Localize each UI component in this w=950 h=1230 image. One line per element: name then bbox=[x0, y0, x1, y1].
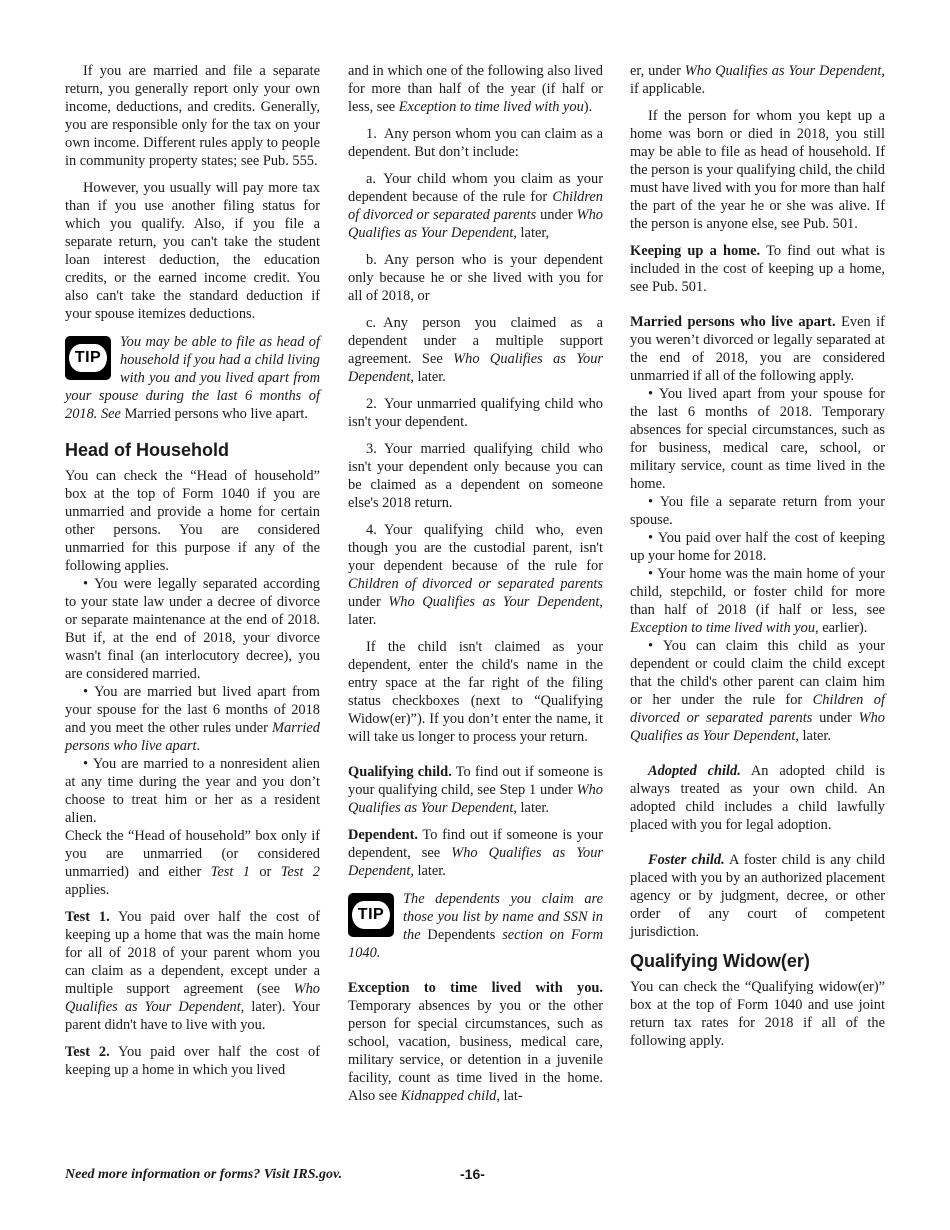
paragraph-exception-time-lived: Exception to time lived with you. Temporary absences by you or the other person for special circumstances, such as school, vacation, business, medical care, military service, or detention in a juvenile facility, count as time lived in the home. Also see Kidnapped child, lat- bbox=[348, 980, 603, 1104]
column-1 bbox=[65, 62, 320, 1079]
tip-icon: TIP bbox=[348, 893, 394, 937]
tip-text: You may be able to file as head of household if you had a child living with you and you lived apart from your spouse during the last 6 months of 2018. See Married persons who live apart. bbox=[65, 334, 320, 422]
paragraph-married-live-apart: Married persons who live apart. Even if you weren’t divorced or legally separated at the end of 2018, you are considered unmarried if all of the following apply. bbox=[630, 314, 885, 384]
bullet-claim-child: • You can claim this child as your dependent or could claim the child except that the child's other parent can claim him or her under the rule for Children of divorced or separated parents under Who Qualifies as Your Dependent, later. bbox=[630, 638, 885, 744]
list-item-c: c. Any person you claimed as a dependent under a multiple support agreement. See Who Qualifies as Your Dependent, later. bbox=[348, 315, 603, 385]
page-number: -16- bbox=[460, 1166, 485, 1182]
paragraph-born-or-died: If the person for whom you kept up a home was born or died in 2018, you still may be able to file as head of household. If the person is your qualifying child, the child must have lived with you for more than half the part of the year he or she was alive. If the person is anyone else, see Pub. 501. bbox=[630, 108, 885, 232]
list-item-4: 4. Your qualifying child who, even though you are the custodial parent, isn't your dependent because of the rule for Children of divorced or separated parents under Who Qualifies as Your Dependent, later. bbox=[348, 522, 603, 628]
paragraph-qualifying-child: Qualifying child. To find out if someone is your qualifying child, see Step 1 under Who Qualifies as Your Dependent, later. bbox=[348, 764, 603, 816]
bullet-main-home: • Your home was the main home of your child, stepchild, or foster child for more than half of 2018 (if half or less, see Exception to time lived with you, earlier). bbox=[630, 566, 885, 636]
paragraph-hoh-intro: You can check the “Head of household” box at the top of Form 1040 if you are unmarried and provide a home for certain other persons. You are considered unmarried for this purpose if any of the following applies. bbox=[65, 468, 320, 574]
paragraph-kidnapped-continued: er, under Who Qualifies as Your Dependent, if applicable. bbox=[630, 63, 885, 97]
bullet-legally-separated: • You were legally separated according to your state law under a decree of divorce or separate maintenance at the end of 2018. But if, at the end of 2018, your divorce wasn't final (an interlocutory decree), you are considered married. bbox=[65, 576, 320, 682]
footer-irs-link-text: Need more information or forms? Visit IRS.gov. bbox=[65, 1167, 343, 1182]
paragraph-dependent: Dependent. To find out if someone is your dependent, see Who Qualifies as Your Dependent, later. bbox=[348, 827, 603, 879]
tip-box-dependents bbox=[348, 890, 603, 962]
bullet-lived-apart: • You are married but lived apart from your spouse for the last 6 months of 2018 and you meet the other rules under Married persons who live apart. bbox=[65, 684, 321, 754]
bullet-paid-half-cost: • You paid over half the cost of keeping up your home for 2018. bbox=[630, 530, 885, 564]
tip-icon: TIP bbox=[65, 336, 111, 380]
list-item-1: 1. Any person whom you can claim as a dependent. But don’t include: bbox=[348, 126, 603, 160]
column-2 bbox=[348, 62, 603, 1105]
bullet-lived-apart-6-months: • You lived apart from your spouse for the last 6 months of 2018. Temporary absences for special circumstances, such as for business, medical care, school, or military service, count as time lived in the home. bbox=[630, 386, 885, 492]
paragraph-test-2-continued: and in which one of the following also lived for more than half of the year (if half or less, see Exception to time lived with you). bbox=[348, 63, 603, 115]
bullet-separate-return: • You file a separate return from your spouse. bbox=[630, 494, 885, 528]
section-heading-head-of-household: Head of Household bbox=[65, 440, 230, 460]
bullet-nonresident-alien: • You are married to a nonresident alien at any time during the year and you don’t choose to treat him or her as a resident alien. bbox=[65, 756, 320, 826]
paragraph-foster-child: Foster child. A foster child is any child placed with you by an authorized placement agency or by judgment, decree, or other order of any court of competent jurisdiction. bbox=[630, 852, 885, 940]
paragraph-child-not-claimed: If the child isn't claimed as your dependent, enter the child's name in the entry space at the far right of the filing status checkboxes (next to “Qualifying Widow(er)”). If you don’t enter the name, it will take us longer to process your return. bbox=[348, 639, 603, 745]
list-item-3: 3. Your married qualifying child who isn't your dependent only because you can be claimed as a dependent on someone else's 2018 return. bbox=[348, 441, 603, 511]
column-3 bbox=[630, 62, 885, 1050]
section-heading-qualifying-widower: Qualifying Widow(er) bbox=[630, 951, 810, 971]
tip-box bbox=[65, 333, 320, 423]
list-item-2: 2. Your unmarried qualifying child who isn't your dependent. bbox=[348, 396, 603, 430]
tip-text-dependents: The dependents you claim are those you list by name and SSN in the Dependents section on Form 1040. bbox=[348, 891, 603, 961]
paragraph-test-2: Test 2. You paid over half the cost of keeping up a home in which you lived bbox=[65, 1044, 320, 1078]
list-item-a: a. Your child whom you claim as your dependent because of the rule for Children of divorced or separated parents under Who Qualifies as Your Dependent, later, bbox=[348, 171, 603, 241]
paragraph-test-1: Test 1. You paid over half the cost of keeping up a home that was the main home for all of 2018 of your parent whom you can claim as a dependent, except under a multiple support agreement (see Who Qualifies as Your Dependent, later). Your parent didn't have to live with you. bbox=[65, 909, 320, 1033]
paragraph-adopted-child: Adopted child. An adopted child is always treated as your own child. An adopted child includes a child lawfully placed with you for legal adoption. bbox=[630, 763, 885, 833]
list-item-b: b. Any person who is your dependent only because he or she lived with you for all of 2018, or bbox=[348, 252, 603, 304]
paragraph-check-hoh: Check the “Head of household” box only if you are unmarried (or considered unmarried) and either Test 1 or Test 2 applies. bbox=[65, 828, 320, 898]
paragraph-separate-return: If you are married and file a separate return, you generally report only your own income, deductions, and credits. Generally, you are responsible only for the tax on your own income. Different rules apply to people in community property states; see Pub. 555. bbox=[65, 63, 320, 169]
paragraph-keeping-up-home: Keeping up a home. To find out what is included in the cost of keeping up a home, see Pub. 501. bbox=[630, 243, 885, 295]
paragraph-qualifying-widower: You can check the “Qualifying widow(er)” box at the top of Form 1040 and use joint return tax rates for 2018 if all of the following apply. bbox=[630, 979, 885, 1049]
paragraph-pay-more-tax: However, you usually will pay more tax than if you use another filing status for which you qualify. Also, if you file a separate return, you can't take the student loan interest deduction, the education credits, or the earned income credit. You also can't take the standard deduction if your spouse itemizes deductions. bbox=[65, 180, 320, 322]
